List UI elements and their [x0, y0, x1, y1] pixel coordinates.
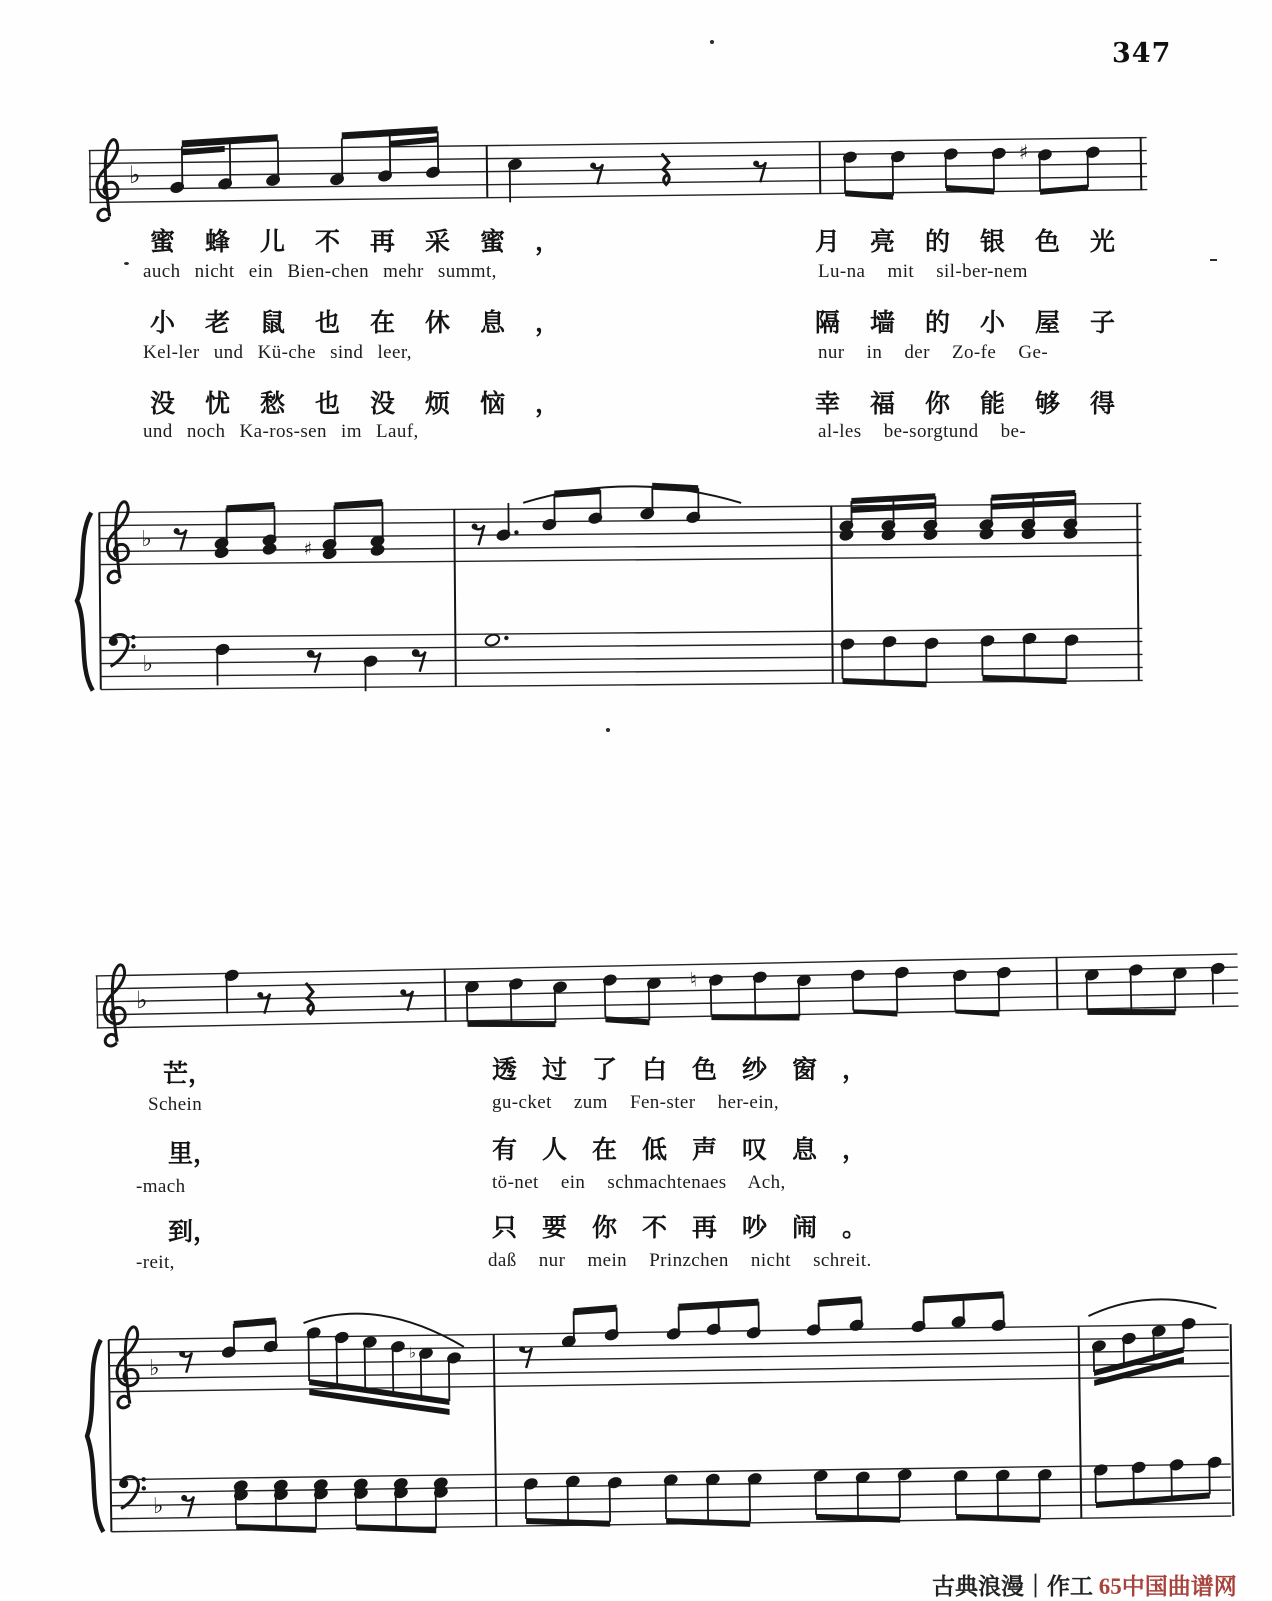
- beamed-chord-group: [979, 490, 1078, 540]
- beamed-note-group: [602, 973, 662, 1026]
- beamed-note-group: [943, 147, 1006, 195]
- beamed-note-group: [169, 134, 280, 194]
- piano-system-2: [78, 1284, 1252, 1570]
- eighth-rest: [257, 992, 270, 1014]
- eighth-rest: [179, 1351, 192, 1373]
- ink-speck: [1210, 259, 1217, 261]
- eighth-rest: [753, 160, 766, 182]
- ink-speck: [606, 728, 610, 732]
- lyric-line-de: -mach: [136, 1176, 185, 1198]
- treble-clef-icon: [107, 502, 129, 583]
- sharp-accidental: ♯: [303, 539, 312, 560]
- lyric-line-cn: 幸福你能够得: [815, 384, 1145, 420]
- flat-key-signature: ♭: [136, 986, 148, 1014]
- beamed-chord-group: [839, 493, 938, 541]
- lyric-line-cn: 只要你不再吵闹。: [492, 1208, 892, 1244]
- barline: [1231, 1324, 1234, 1516]
- beamed-note-group: [666, 1299, 761, 1341]
- barline: [820, 142, 821, 194]
- flat-accidental: ♭: [409, 1343, 416, 1361]
- beamed-note-group: [953, 1468, 1052, 1524]
- lyric-line-cn: 没忧愁也没烦恼，: [150, 384, 590, 420]
- quarter-note: [224, 969, 240, 1014]
- beamed-note-group: [1037, 146, 1100, 195]
- barline: [1079, 1326, 1082, 1518]
- lyric-line-cn: 芒，: [163, 1054, 213, 1090]
- eighth-rest: [472, 523, 485, 545]
- system-barline: [109, 1340, 112, 1532]
- beamed-note-group: [561, 1305, 619, 1348]
- beamed-chord-group: [353, 1477, 448, 1535]
- lyric-line-cn: 小老鼠也在休息，: [150, 303, 590, 339]
- flat-key-signature: ♭: [149, 1356, 160, 1381]
- slur: [523, 485, 741, 504]
- lyric-line-cn: 蜜蜂儿不再采蜜，: [150, 222, 590, 258]
- lyric-line-de: Kel-ler und Kü-che sind leer,: [143, 342, 412, 364]
- lyric-line-de: auch nicht ein Bien-chen mehr summt,: [143, 261, 497, 283]
- lyric-line-de: Lu-na mit sil-ber-nem: [818, 261, 1028, 283]
- barline: [487, 146, 488, 198]
- lyric-line-de: al-les be-sorgtund be-: [818, 421, 1026, 443]
- brace-icon: [86, 1340, 104, 1532]
- flat-key-signature: ♭: [142, 652, 153, 677]
- lyric-line-cn: 隔墙的小屋子: [815, 303, 1145, 339]
- flat-key-signature: ♭: [141, 527, 152, 552]
- beamed-note-group: [1093, 1456, 1222, 1508]
- slur: [1088, 1299, 1216, 1316]
- barline: [445, 969, 446, 1021]
- lyric-line-de: -reit,: [136, 1252, 175, 1274]
- eighth-rest: [174, 528, 187, 550]
- footer-site-watermark: 65中国曲谱网: [1099, 1574, 1237, 1599]
- beamed-note-group: [911, 1291, 1006, 1333]
- lyric-line-cn: 到，: [168, 1212, 218, 1248]
- lyric-line-de: tö-net ein schmachtenaes Ach,: [492, 1172, 786, 1194]
- lyric-line-de: gu-cket zum Fen-ster her-ein,: [492, 1092, 779, 1114]
- piano-system-1: [71, 473, 1168, 718]
- beamed-note-group: [464, 977, 568, 1029]
- lyric-line-cn: 有人在低声叹息，: [492, 1130, 892, 1166]
- lyric-line-cn: 月亮的银色光: [815, 222, 1145, 258]
- vocal-staff-2: [91, 929, 1243, 1046]
- beamed-note-group: [952, 966, 1012, 1017]
- descending-run: [306, 1325, 462, 1417]
- beamed-note-group: [663, 1472, 762, 1528]
- barline: [1056, 958, 1057, 1010]
- lyric-line-de: Schein: [148, 1094, 202, 1116]
- sharp-accidental: ♯: [1019, 140, 1029, 164]
- footer-credit: 古典浪漫｜作工: [932, 1574, 1093, 1599]
- slur: [303, 1312, 463, 1349]
- treble-clef-icon: [96, 140, 118, 221]
- ink-speck: [124, 262, 129, 265]
- beamed-chord-group: [233, 1478, 328, 1534]
- eighth-rest: [519, 1346, 532, 1368]
- barline: [494, 1334, 497, 1526]
- natural-accidental: ♮: [690, 967, 698, 991]
- footer-watermark: [932, 1568, 1237, 1601]
- flat-key-signature: ♭: [153, 1494, 164, 1519]
- ink-speck: [710, 40, 714, 44]
- page-number: 347: [1112, 38, 1171, 69]
- beamed-note-group: [329, 126, 440, 186]
- lyric-line-cn: 里，: [168, 1134, 218, 1170]
- lyric-line-de: nur in der Zo-fe Ge-: [818, 342, 1048, 364]
- beamed-note-group: [523, 1474, 622, 1528]
- treble-clef-icon: [103, 965, 126, 1046]
- eighth-rest: [590, 162, 603, 184]
- quarter-note: [508, 158, 523, 202]
- eighth-rest: [400, 989, 413, 1011]
- flat-key-signature: ♭: [129, 161, 141, 189]
- vocal-staff-1: [84, 111, 1160, 229]
- staff-lines: [96, 954, 1239, 1028]
- brace-icon: [76, 513, 93, 691]
- lyric-line-de: und noch Ka-ros-sen im Lauf,: [143, 421, 419, 443]
- beamed-chord-group: [322, 499, 385, 560]
- lyric-line-de: daß nur mein Prinzchen nicht schreit.: [488, 1250, 872, 1272]
- barline: [1141, 138, 1142, 190]
- lyric-line-cn: 透过了白色纱窗，: [492, 1050, 892, 1086]
- eighth-rest: [181, 1495, 194, 1517]
- beamed-note-group: [980, 632, 1079, 685]
